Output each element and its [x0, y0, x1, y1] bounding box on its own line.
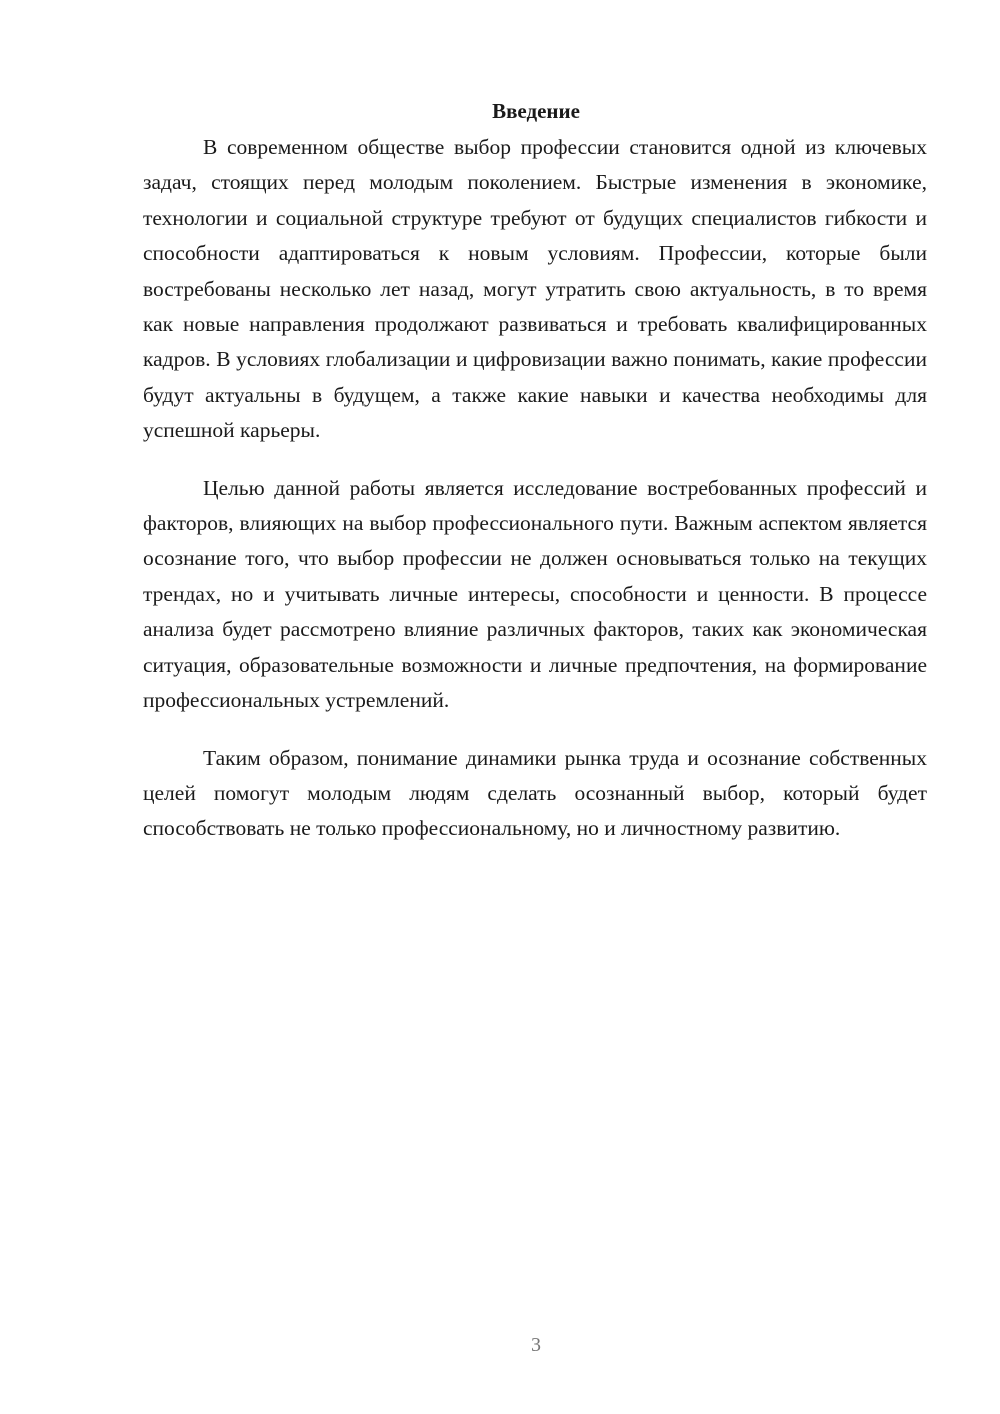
- section-heading: Введение: [492, 99, 580, 123]
- paragraph-1: В современном обществе выбор профессии становится одной из ключевых задач, стоящих перед молодым поколением. Быстрые изменения в экономике, технологии и социальной структуре требуют от будущих специалистов гибкости и способности адаптироваться к новым условиям. Профессии, которые были востребованы несколько лет назад, могут утратить свою актуальность, в то время как новые направления продолжают развиваться и требовать квалифицированных кадров. В условиях глобализации и цифровизации важно понимать, какие профессии будут актуальны в будущем, а также какие навыки и качества необходимы для успешной карьеры.: [143, 135, 927, 443]
- page-content: [143, 96, 927, 847]
- paragraph-2: Целью данной работы является исследование востребованных профессий и факторов, влияющих на выбор профессионального пути. Важным аспектом является осознание того, что выбор профессии не должен основываться только на текущих трендах, но и учитывать личные интересы, способности и ценности. В процессе анализа будет рассмотрено влияние различных факторов, таких как экономическая ситуация, образовательные возможности и личные предпочтения, на формирование профессиональных устремлений.: [143, 475, 927, 713]
- page-number: 3: [531, 1334, 541, 1356]
- paragraph-3: Таким образом, понимание динамики рынка труда и осознание собственных целей помогут молодым людям сделать осознанный выбор, который будет способствовать не только профессиональному, но и личностному развитию.: [143, 745, 927, 841]
